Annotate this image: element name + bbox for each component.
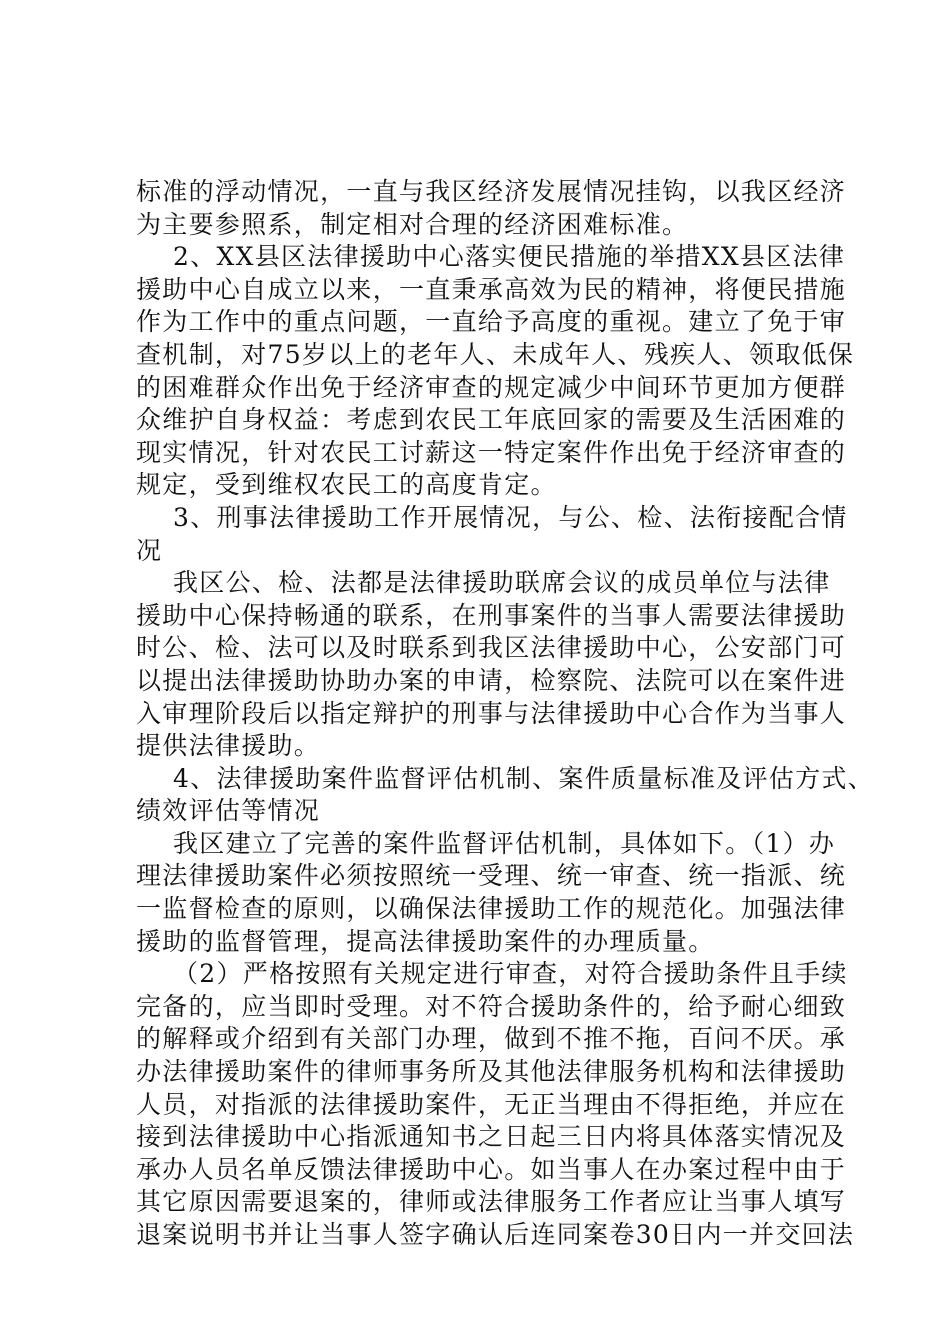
text-line: 况 <box>136 535 163 565</box>
text-line: 4、法律援助案件监督评估机制、案件质量标准及评估方式、 <box>136 763 874 793</box>
text-line: 提供法律援助。 <box>136 731 321 761</box>
text-line: 为主要参照系，制定相对合理的经济困难标准。 <box>136 209 689 239</box>
text-line: 入审理阶段后以指定辩护的刑事与法律援助中心合作为当事人 <box>136 698 847 728</box>
text-line: 理法律援助案件必须按照统一受理、统一审查、统一指派、统 <box>136 861 847 891</box>
text-line: 众维护自身权益：考虑到农民工年底回家的需要及生活困难的 <box>136 405 847 435</box>
text-line: 援助的监督管理，提高法律援助案件的办理质量。 <box>136 926 715 956</box>
text-line: 承办人员名单反馈法律援助中心。如当事人在办案过程中由于 <box>136 1154 847 1184</box>
text-line: 的解释或介绍到有关部门办理，做到不推不拖，百问不厌。承 <box>136 1024 847 1054</box>
text-line: 我区建立了完善的案件监督评估机制，具体如下。（1）办 <box>136 828 836 858</box>
text-line: 援助中心保持畅通的联系，在刑事案件的当事人需要法律援助 <box>136 600 847 630</box>
text-line: 完备的，应当即时受理。对不符合援助条件的，给予耐心细致 <box>136 991 847 1021</box>
text-line: 3、刑事法律援助工作开展情况，与公、检、法衔接配合情 <box>136 502 848 532</box>
text-line: 援助中心自成立以来，一直秉承高效为民的精神，将便民措施 <box>136 274 847 304</box>
text-line: 办法律援助案件的律师事务所及其他法律服务机构和法律援助 <box>136 1057 847 1087</box>
text-line: 的困难群众作出免于经济审查的规定减少中间环节更加方便群 <box>136 372 847 402</box>
document-body <box>136 176 874 1252</box>
text-line: 我区公、检、法都是法律援助联席会议的成员单位与法律 <box>136 568 831 598</box>
text-line: 现实情况，针对农民工讨薪这一特定案件作出免于经济审查的 <box>136 437 847 467</box>
text-line: 时公、检、法可以及时联系到我区法律援助中心，公安部门可 <box>136 633 847 663</box>
text-line: 查机制，对75岁以上的老年人、未成年人、残疾人、领取低保 <box>136 339 855 369</box>
text-line: 规定，受到维权农民工的高度肯定。 <box>136 470 557 500</box>
text-line: 绩效评估等情况 <box>136 796 321 826</box>
text-line: 2、XX县区法律援助中心落实便民措施的举措XX县区法律 <box>136 242 846 272</box>
text-line: 以提出法律援助协助办案的申请，检察院、法院可以在案件进 <box>136 665 847 695</box>
text-line: （2）严格按照有关规定进行审查，对符合援助条件且手续 <box>136 959 848 989</box>
text-line: 退案说明书并让当事人签字确认后连同案卷30日内一并交回法 <box>136 1220 855 1249</box>
text-line: 接到法律援助中心指派通知书之日起三日内将具体落实情况及 <box>136 1122 847 1152</box>
text-line: 人员，对指派的法律援助案件，无正当理由不得拒绝，并应在 <box>136 1089 847 1119</box>
text-line: 一监督检查的原则，以确保法律援助工作的规范化。加强法律 <box>136 894 847 924</box>
text-line: 其它原因需要退案的，律师或法律服务工作者应让当事人填写 <box>136 1187 847 1217</box>
text-line: 标准的浮动情况，一直与我区经济发展情况挂钩，以我区经济 <box>136 177 847 206</box>
text-line: 作为工作中的重点问题，一直给予高度的重视。建立了免于审 <box>136 307 847 337</box>
